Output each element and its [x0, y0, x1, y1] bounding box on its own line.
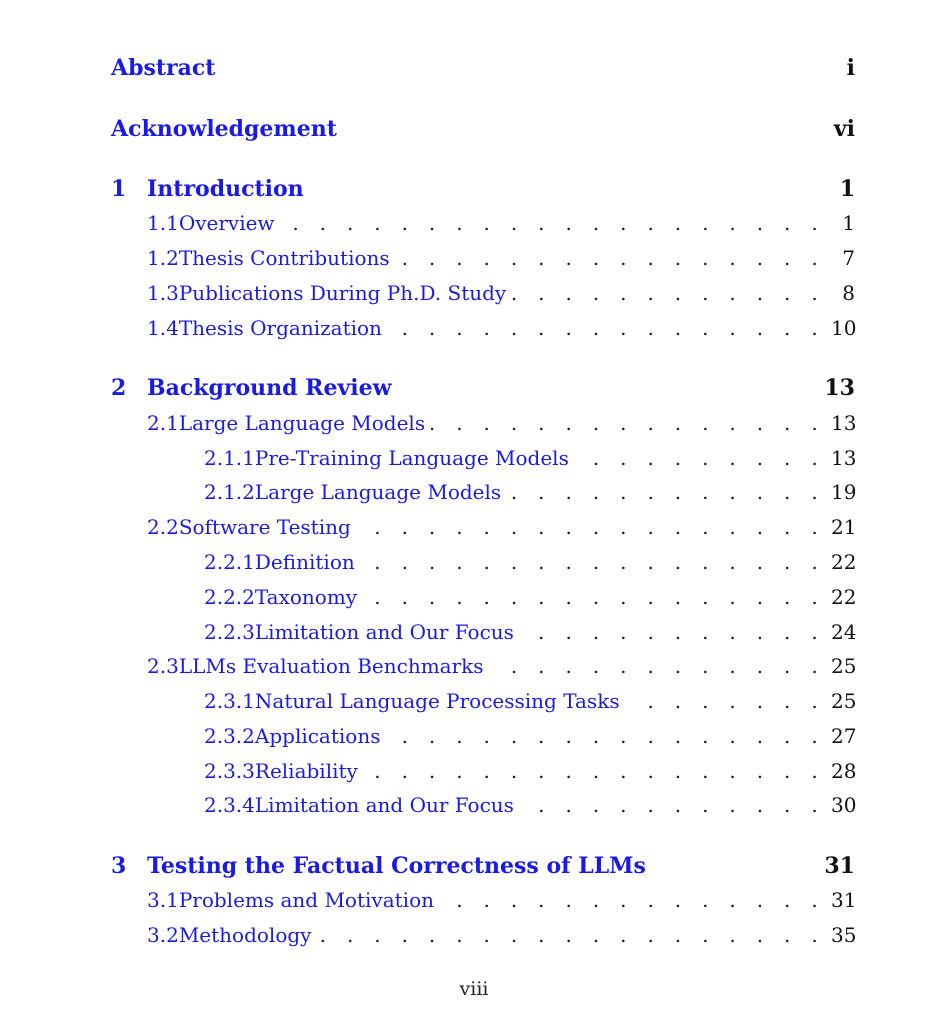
toc-page: 27	[831, 724, 857, 748]
dot-leader	[507, 480, 825, 504]
toc-page: 13	[831, 446, 857, 470]
toc-number[interactable]: 1	[111, 176, 127, 202]
toc-entry-abstract[interactable]	[111, 55, 855, 85]
toc-subsection-2-2-1[interactable]	[204, 550, 855, 580]
toc-page: 10	[831, 316, 857, 340]
toc-title[interactable]: Pre-Training Language Models	[254, 446, 569, 470]
toc-section-2-2[interactable]	[147, 515, 855, 545]
toc-number[interactable]: 2.1.1	[204, 446, 255, 470]
toc-title[interactable]: Limitation and Our Focus	[254, 620, 514, 644]
dot-leader	[317, 923, 825, 947]
toc-title[interactable]: Background Review	[147, 375, 392, 401]
dot-leader	[364, 759, 825, 783]
dot-leader	[575, 446, 825, 470]
toc-number[interactable]: 1.4	[147, 316, 179, 340]
toc-page: 25	[831, 689, 857, 713]
toc-page: 19	[831, 480, 857, 504]
toc-number[interactable]: 2.1	[147, 411, 179, 435]
toc-page: 22	[831, 585, 857, 609]
toc-title[interactable]: Software Testing	[178, 515, 351, 539]
toc-title[interactable]: Limitation and Our Focus	[254, 793, 514, 817]
toc-title[interactable]: Acknowledgement	[111, 116, 337, 142]
toc-number[interactable]: 1.1	[147, 211, 179, 235]
toc-title[interactable]: Publications During Ph.D. Study	[178, 281, 507, 305]
toc-section-3-1[interactable]	[147, 888, 855, 918]
toc-section-2-3[interactable]	[147, 654, 855, 684]
dot-leader	[386, 724, 825, 748]
toc-title[interactable]: Large Language Models	[178, 411, 426, 435]
toc-section-2-1[interactable]	[147, 411, 855, 441]
toc-page: 8	[842, 281, 855, 305]
toc-title[interactable]: Methodology	[178, 923, 312, 947]
toc-title[interactable]: Definition	[254, 550, 355, 574]
toc-page: 1	[842, 211, 855, 235]
toc-number[interactable]: 3.1	[147, 888, 179, 912]
toc-page: 1	[839, 176, 855, 202]
toc-page: 28	[831, 759, 857, 783]
toc-page: 22	[831, 550, 857, 574]
toc-page: 13	[831, 411, 857, 435]
page-number-footer: viii	[459, 978, 489, 1000]
toc-number[interactable]: 2.3.2	[204, 724, 255, 748]
toc-number[interactable]: 2.2	[147, 515, 179, 539]
toc-title[interactable]: Abstract	[111, 55, 216, 81]
toc-page: 13	[824, 375, 855, 401]
dot-leader	[388, 316, 825, 340]
toc-title[interactable]: LLMs Evaluation Benchmarks	[178, 654, 484, 678]
toc-chapter-2[interactable]	[111, 375, 855, 405]
dot-leader	[520, 793, 825, 817]
toc-number[interactable]: 2.2.1	[204, 550, 255, 574]
toc-section-1-4[interactable]	[147, 316, 855, 346]
toc-number[interactable]: 3.2	[147, 923, 179, 947]
toc-chapter-1[interactable]	[111, 176, 855, 206]
toc-title[interactable]: Applications	[254, 724, 381, 748]
toc-number[interactable]: 2.3.1	[204, 689, 255, 713]
toc-title[interactable]: Thesis Organization	[178, 316, 382, 340]
toc-title[interactable]: Problems and Motivation	[178, 888, 434, 912]
toc-number[interactable]: 3	[111, 853, 127, 879]
toc-title[interactable]: Overview	[178, 211, 275, 235]
dot-leader	[512, 281, 825, 305]
dot-leader	[626, 689, 825, 713]
toc-number[interactable]: 2	[111, 375, 127, 401]
toc-subsection-2-3-3[interactable]	[204, 759, 855, 789]
dot-leader	[520, 620, 825, 644]
toc-page: vi	[833, 116, 855, 142]
dot-leader	[490, 654, 825, 678]
toc-page: 31	[831, 888, 857, 912]
toc-number[interactable]: 1.2	[147, 246, 179, 270]
toc-number[interactable]: 2.3.4	[204, 793, 255, 817]
toc-number[interactable]: 1.3	[147, 281, 179, 305]
toc-subsection-2-1-2[interactable]	[204, 480, 855, 510]
toc-entry-acknowledgement[interactable]	[111, 116, 855, 146]
dot-leader	[431, 411, 825, 435]
toc-chapter-3[interactable]	[111, 853, 855, 883]
toc-subsection-2-3-1[interactable]	[204, 689, 855, 719]
toc-title[interactable]: Introduction	[147, 176, 304, 202]
toc-page: 30	[831, 793, 857, 817]
toc-page: 25	[831, 654, 857, 678]
toc-title[interactable]: Natural Language Processing Tasks	[254, 689, 620, 713]
toc-page: 24	[831, 620, 857, 644]
toc-number[interactable]: 2.1.2	[204, 480, 255, 504]
toc-subsection-2-2-3[interactable]	[204, 620, 855, 650]
toc-section-1-1[interactable]	[147, 211, 855, 241]
toc-section-3-2[interactable]	[147, 923, 855, 953]
toc-page: 31	[824, 853, 855, 879]
toc-page: 7	[842, 246, 855, 270]
toc-page: 35	[831, 923, 857, 947]
toc-number[interactable]: 2.2.2	[204, 585, 255, 609]
toc-page: 21	[831, 515, 857, 539]
toc-section-1-3[interactable]	[147, 281, 855, 311]
toc-page: i	[846, 55, 855, 81]
dot-leader	[363, 585, 825, 609]
toc-title[interactable]: Thesis Contributions	[178, 246, 390, 270]
toc-subsection-2-3-2[interactable]	[204, 724, 855, 754]
toc-subsection-2-1-1[interactable]	[204, 446, 855, 476]
dot-leader	[361, 550, 825, 574]
toc-subsection-2-3-4[interactable]	[204, 793, 855, 823]
toc-number[interactable]: 2.2.3	[204, 620, 255, 644]
dot-leader	[440, 888, 825, 912]
toc-number[interactable]: 2.3.3	[204, 759, 255, 783]
toc-section-1-2[interactable]	[147, 246, 855, 276]
toc-title[interactable]: Taxonomy	[254, 585, 358, 609]
toc-title[interactable]: Reliability	[254, 759, 358, 783]
toc-title[interactable]: Testing the Factual Correctness of LLMs	[147, 853, 646, 879]
toc-subsection-2-2-2[interactable]	[204, 585, 855, 615]
dot-leader	[396, 246, 825, 270]
dot-leader	[281, 211, 825, 235]
toc-number[interactable]: 2.3	[147, 654, 179, 678]
toc-title[interactable]: Large Language Models	[254, 480, 502, 504]
dot-leader	[357, 515, 825, 539]
